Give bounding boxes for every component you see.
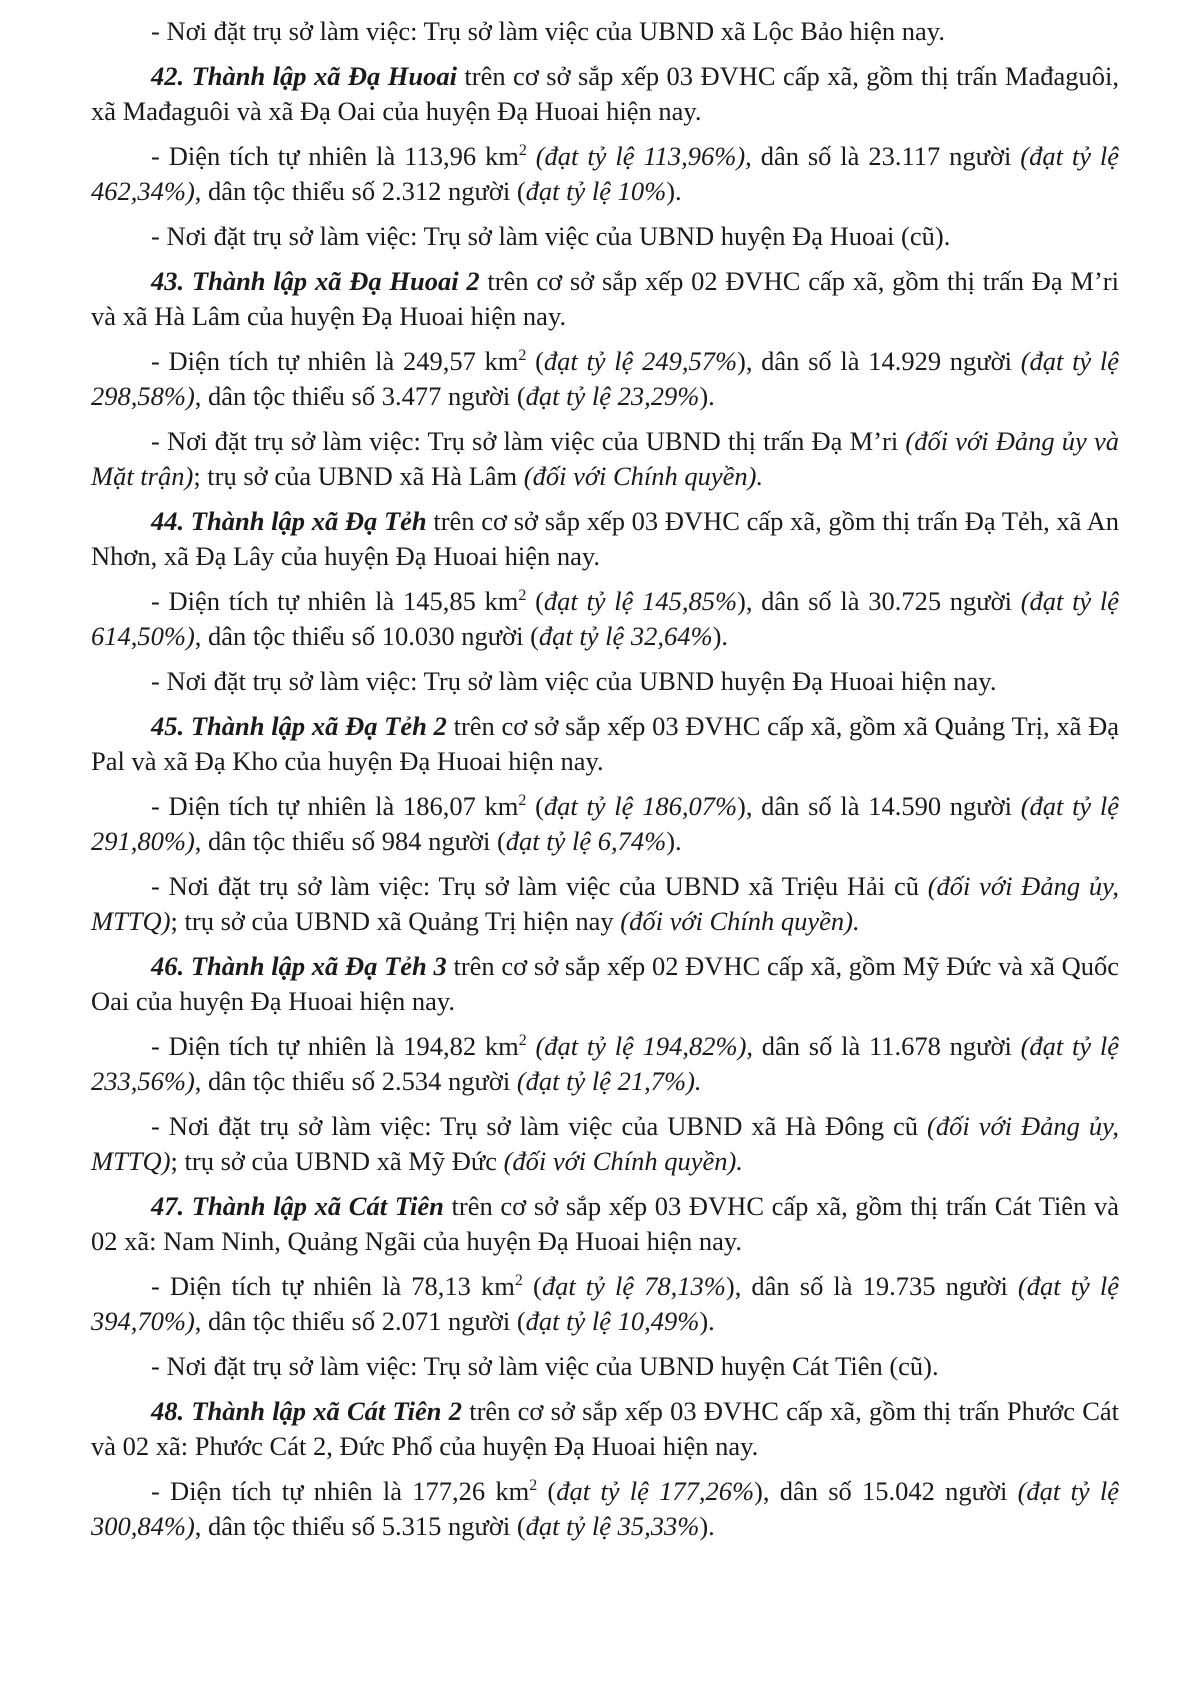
body-text: ), dân số là 30.725 người: [737, 586, 1021, 616]
body-text: [527, 141, 536, 171]
italic-text: (đạt tỷ lệ 614,50%): [91, 586, 1120, 651]
body-text: , dân tộc thiểu số 3.477 người (: [194, 381, 526, 411]
paragraph: [91, 264, 1119, 334]
section-heading: 42. Thành lập xã Đạ Huoai: [151, 61, 457, 91]
italic-text: (đối với Chính quyền).: [620, 906, 860, 936]
paragraph: [91, 869, 1119, 939]
superscript: 2: [518, 587, 527, 605]
italic-text: đạt tỷ lệ 177,26%: [556, 1476, 755, 1506]
paragraph: [91, 664, 1119, 699]
italic-text: đạt tỷ lệ 186,07%: [543, 791, 738, 821]
body-text: trên cơ sở sắp xếp 03 ĐVHC cấp xã, gồm thị trấn Phước Cát và 02 xã: Phước Cát 2, Đức Phổ của huyện Đạ Huoai hiện nay.: [91, 1396, 1119, 1461]
paragraph: [91, 584, 1119, 654]
body-text: , dân tộc thiểu số 2.071 người (: [194, 1306, 526, 1336]
section-heading: 47. Thành lập xã Cát Tiên: [151, 1191, 444, 1221]
section-heading: 44. Thành lập xã Đạ Tẻh: [151, 506, 427, 536]
body-text: ), dân số là 14.929 người: [737, 346, 1021, 376]
superscript: 2: [518, 1032, 527, 1050]
body-text: trên cơ sở sắp xếp 03 ĐVHC cấp xã, gồm xã Quảng Trị, xã Đạ Pal và xã Đạ Kho của huyện Đạ Huoai hiện nay.: [91, 711, 1119, 776]
body-text: ).: [712, 621, 729, 651]
body-text: , dân tộc thiểu số 5.315 người (: [194, 1511, 526, 1541]
body-text: (: [522, 1271, 542, 1301]
paragraph: [91, 1394, 1119, 1464]
body-text: ).: [699, 1511, 715, 1541]
superscript: 2: [518, 142, 527, 160]
superscript: 2: [518, 347, 527, 365]
body-text: ; trụ sở của UBND xã Quảng Trị hiện nay: [170, 906, 621, 936]
body-text: - Nơi đặt trụ sở làm việc: Trụ sở làm việc của UBND xã Lộc Bảo hiện nay.: [151, 16, 945, 46]
body-text: - Diện tích tự nhiên là 186,07 km: [151, 791, 519, 821]
body-text: , dân tộc thiểu số 2.312 người (: [194, 176, 526, 206]
italic-text: đạt tỷ lệ 249,57%: [543, 346, 738, 376]
body-text: , dân tộc thiểu số 2.534 người: [194, 1066, 517, 1096]
body-text: trên cơ sở sắp xếp 03 ĐVHC cấp xã, gồm thị trấn Mađaguôi, xã Mađaguôi và xã Đạ Oai của huyện Đạ Huoai hiện nay.: [91, 61, 1119, 126]
paragraph: [91, 59, 1119, 129]
body-text: ).: [699, 1306, 715, 1336]
italic-text: (đạt tỷ lệ 462,34%): [91, 141, 1119, 206]
italic-text: đạt tỷ lệ 23,29%: [525, 381, 700, 411]
body-text: , dân tộc thiểu số 984 người (: [194, 826, 506, 856]
body-text: - Diện tích tự nhiên là 177,26 km: [151, 1476, 530, 1506]
paragraph: [91, 949, 1119, 1019]
paragraph: [91, 139, 1119, 209]
body-text: ), dân số là 19.735 người: [725, 1271, 1018, 1301]
italic-text: (đạt tỷ lệ 394,70%): [91, 1271, 1120, 1336]
body-text: trên cơ sở sắp xếp 02 ĐVHC cấp xã, gồm thị trấn Đạ M’ri và xã Hà Lâm của huyện Đạ Huoai hiện nay.: [91, 266, 1119, 331]
paragraph: [91, 709, 1119, 779]
body-text: ; trụ sở của UBND xã Mỹ Đức: [170, 1146, 504, 1176]
body-text: - Nơi đặt trụ sở làm việc: Trụ sở làm việc của UBND huyện Cát Tiên (cũ).: [151, 1351, 939, 1381]
body-text: , dân tộc thiểu số 10.030 người (: [194, 621, 539, 651]
italic-text: (đối với Chính quyền).: [523, 461, 764, 491]
body-text: (: [526, 346, 544, 376]
paragraph: [91, 344, 1119, 414]
paragraph: [91, 1474, 1119, 1544]
body-text: - Nơi đặt trụ sở làm việc: Trụ sở làm việc của UBND xã Triệu Hải cũ: [151, 871, 928, 901]
italic-text: đạt tỷ lệ 35,33%: [525, 1511, 700, 1541]
paragraph: [91, 424, 1119, 494]
body-text: ), dân số 15.042 người: [754, 1476, 1018, 1506]
body-text: trên cơ sở sắp xếp 03 ĐVHC cấp xã, gồm thị trấn Đạ Tẻh, xã An Nhơn, xã Đạ Lây của huyện Đạ Huoai hiện nay.: [91, 506, 1119, 571]
italic-text: đạt tỷ lệ 10,49%: [525, 1306, 700, 1336]
italic-text: đạt tỷ lệ 78,13%: [541, 1271, 726, 1301]
section-heading: 43. Thành lập xã Đạ Huoai 2: [151, 266, 480, 296]
body-text: (: [526, 791, 544, 821]
italic-text: (đối với Chính quyền).: [503, 1146, 743, 1176]
paragraph: [91, 14, 1119, 49]
italic-text: (đạt tỷ lệ 113,96%): [535, 141, 746, 171]
italic-text: đạt tỷ lệ 6,74%: [505, 826, 667, 856]
italic-text: (đạt tỷ lệ 298,58%): [91, 346, 1120, 411]
section-heading: 48. Thành lập xã Cát Tiên 2: [151, 1396, 462, 1426]
body-text: - Nơi đặt trụ sở làm việc: Trụ sở làm việc của UBND huyện Đạ Huoai hiện nay.: [151, 666, 997, 696]
body-text: , dân số là 23.117 người: [745, 141, 1021, 171]
body-text: - Diện tích tự nhiên là 249,57 km: [151, 346, 519, 376]
paragraph: [91, 504, 1119, 574]
body-text: - Nơi đặt trụ sở làm việc: Trụ sở làm việc của UBND huyện Đạ Huoai (cũ).: [151, 221, 951, 251]
body-text: ).: [666, 826, 682, 856]
body-text: (: [526, 586, 544, 616]
body-text: - Diện tích tự nhiên là 194,82 km: [151, 1031, 519, 1061]
body-text: - Diện tích tự nhiên là 78,13 km: [151, 1271, 515, 1301]
body-text: - Diện tích tự nhiên là 145,85 km: [151, 586, 519, 616]
italic-text: (đối với Đảng ủy, MTTQ): [91, 1111, 1119, 1176]
section-heading: 45. Thành lập xã Đạ Tẻh 2: [151, 711, 447, 741]
italic-text: (đạt tỷ lệ 194,82%),: [535, 1031, 754, 1061]
body-text: ).: [666, 176, 682, 206]
italic-text: đạt tỷ lệ 145,85%: [543, 586, 738, 616]
italic-text: (đối với Đảng ủy và Mặt trận): [91, 426, 1119, 491]
superscript: 2: [518, 792, 527, 810]
paragraph: [91, 1189, 1119, 1259]
italic-text: (đạt tỷ lệ 291,80%): [91, 791, 1120, 856]
body-text: ; trụ sở của UBND xã Hà Lâm: [193, 461, 524, 491]
paragraph: [91, 219, 1119, 254]
body-text: trên cơ sở sắp xếp 03 ĐVHC cấp xã, gồm thị trấn Cát Tiên và 02 xã: Nam Ninh, Quảng Ngãi của huyện Đạ Huoai hiện nay.: [91, 1191, 1119, 1256]
superscript: 2: [529, 1477, 538, 1495]
body-text: dân số là 11.678 người: [753, 1031, 1021, 1061]
body-text: - Diện tích tự nhiên là 113,96 km: [151, 141, 519, 171]
italic-text: đạt tỷ lệ 10%: [525, 176, 667, 206]
italic-text: (đạt tỷ lệ 233,56%): [91, 1031, 1119, 1096]
body-text: - Nơi đặt trụ sở làm việc: Trụ sở làm việc của UBND thị trấn Đạ M’ri: [151, 426, 906, 456]
italic-text: (đạt tỷ lệ 300,84%): [91, 1476, 1120, 1541]
body-text: - Nơi đặt trụ sở làm việc: Trụ sở làm việc của UBND xã Hà Đông cũ: [151, 1111, 928, 1141]
section-heading: 46. Thành lập xã Đạ Tẻh 3: [151, 951, 447, 981]
paragraph: [91, 1269, 1119, 1339]
paragraph: [91, 1029, 1119, 1099]
body-text: trên cơ sở sắp xếp 02 ĐVHC cấp xã, gồm Mỹ Đức và xã Quốc Oai của huyện Đạ Huoai hiện nay.: [91, 951, 1119, 1016]
body-text: ), dân số là 14.590 người: [737, 791, 1021, 821]
superscript: 2: [514, 1272, 523, 1290]
italic-text: (đạt tỷ lệ 21,7%).: [516, 1066, 702, 1096]
paragraph: [91, 1109, 1119, 1179]
italic-text: (đối với Đảng ủy, MTTQ): [91, 871, 1119, 936]
italic-text: đạt tỷ lệ 32,64%: [538, 621, 713, 651]
body-text: ).: [699, 381, 715, 411]
paragraph: [91, 1349, 1119, 1384]
paragraph: [91, 789, 1119, 859]
body-text: (: [537, 1476, 557, 1506]
